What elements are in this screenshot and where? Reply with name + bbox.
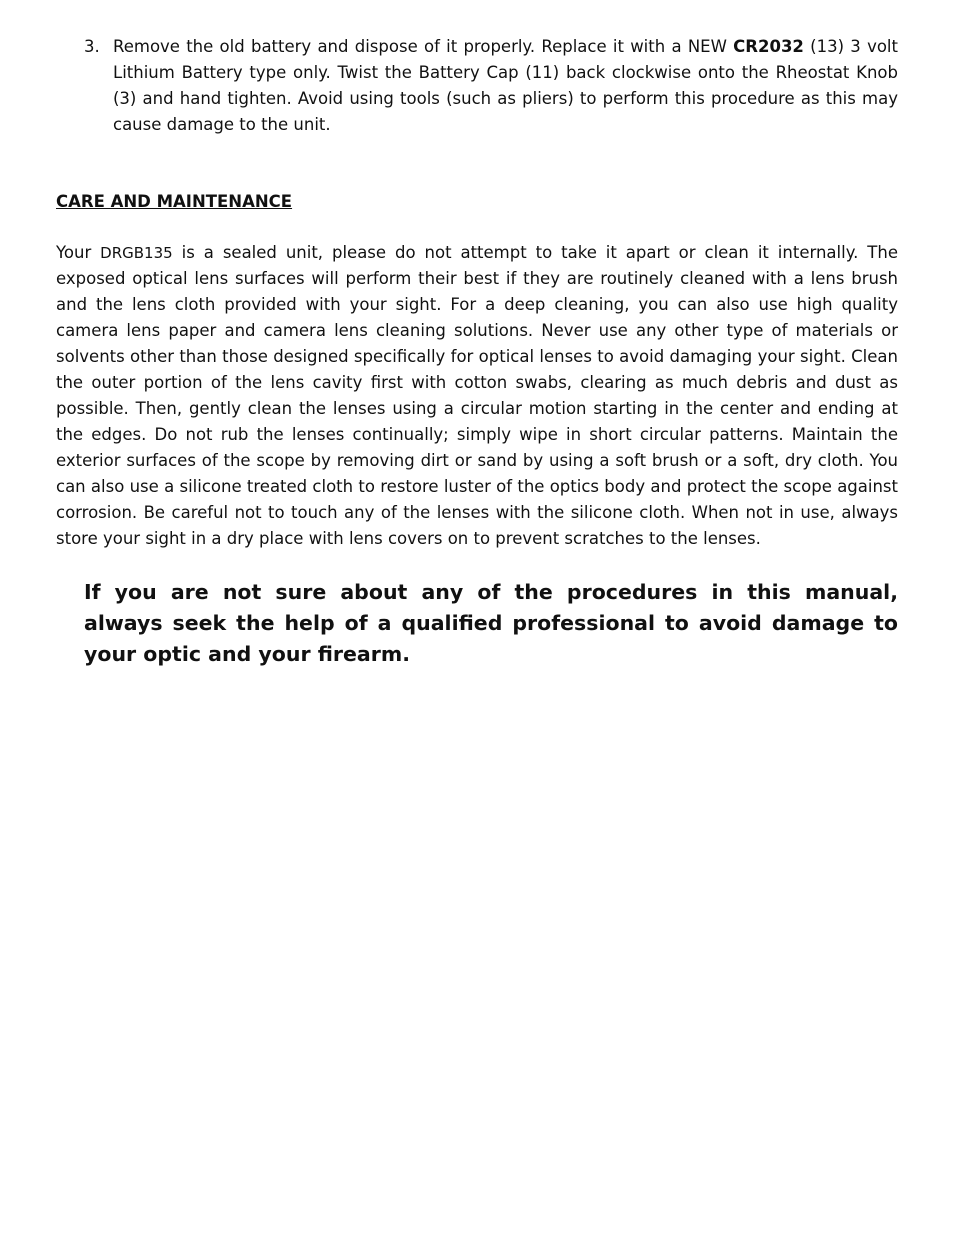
- model-number: DRGB135: [100, 244, 173, 262]
- step-3-text: [113, 34, 898, 138]
- care-paragraph: [56, 240, 898, 552]
- care-intro: Your: [56, 243, 101, 262]
- warning-notice: If you are not sure about any of the procedures in this manual, always seek the help of a qualified professional to avoid damage to your optic and your firearm.: [84, 580, 898, 666]
- step-3: [84, 34, 898, 138]
- step-text-part-b: (13) 3 volt Lithium Battery type only. Twist the Battery Cap (11) back clockwise onto the Rheostat Knob (3) and hand tighten. Avoid using tools (such as pliers) to perform this procedure as this may cause damage to the unit.: [113, 37, 898, 134]
- battery-model: CR2032: [733, 37, 804, 56]
- step-text-part-a: Remove the old battery and dispose of it properly. Replace it with a NEW: [113, 37, 734, 56]
- care-maintenance-heading: CARE AND MAINTENANCE: [56, 192, 293, 211]
- step-number: 3.: [84, 37, 100, 56]
- care-body: is a sealed unit, please do not attempt to take it apart or clean it internally. The exposed optical lens surfaces will perform their best if they are routinely cleaned with a lens brush and the lens cloth provided with your sight. For a deep cleaning, you can also use high quality camera lens paper and camera lens cleaning solutions. Never use any other type of materials or solvents other than those designed specifically for optical lenses to avoid damaging your sight. Clean the outer portion of the lens cavity first with cotton swabs, clearing as much debris and dust as possible. Then, gently clean the lenses using a circular motion starting in the center and ending at the edges. Do not rub the lenses continually; simply wipe in short circular patterns. Maintain the exterior surfaces of the scope by removing dirt or sand by using a soft brush or a soft, dry cloth. You can also use a silicone treated cloth to restore luster of the optics body and protect the scope against corrosion. Be careful not to touch any of the lenses with the silicone cloth. When not in use, always store your sight in a dry place with lens covers on to prevent scratches to the lenses.: [56, 243, 898, 548]
